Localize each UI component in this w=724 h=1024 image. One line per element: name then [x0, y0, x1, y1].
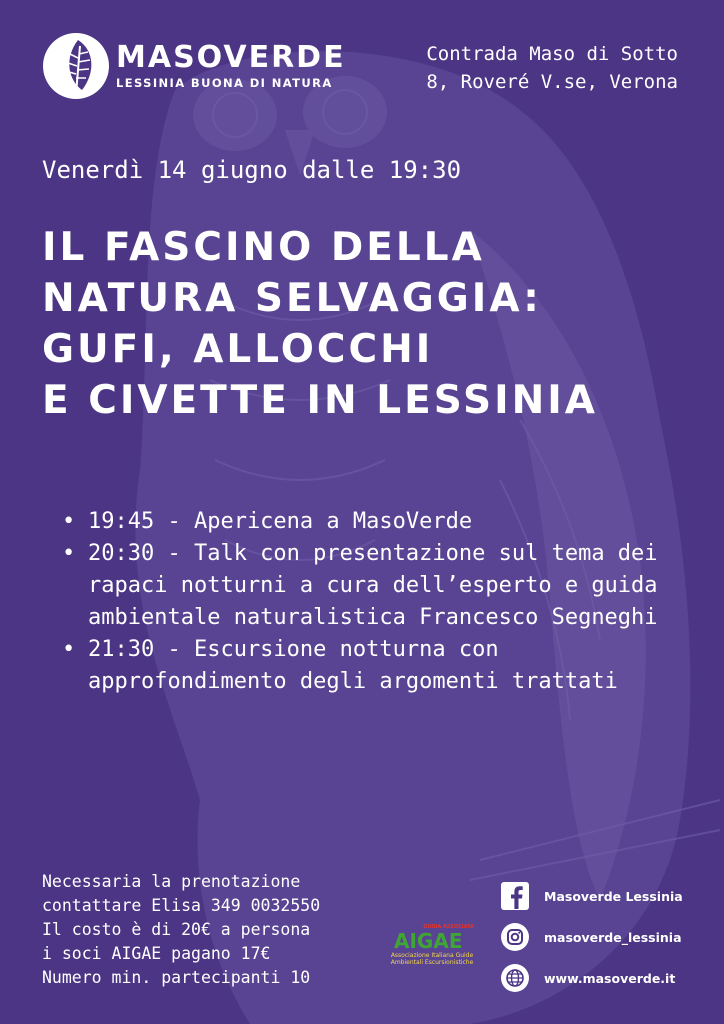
event-date: Venerdì 14 giugno dalle 19:30	[42, 156, 462, 184]
globe-icon	[500, 963, 530, 993]
social-links	[500, 876, 683, 999]
facebook-label: Masoverde Lessinia	[544, 888, 683, 904]
booking-info	[42, 870, 320, 990]
address-line-2: 8, Roveré V.se, Verona	[426, 71, 678, 93]
aigae-subtitle-1: Associazione Italiana Guide	[390, 952, 474, 959]
title-line-1: IL FASCINO DELLA	[42, 225, 485, 270]
title-line-4: E CIVETTE IN LESSINIA	[42, 378, 598, 423]
brand-logo	[42, 32, 346, 100]
brand-text	[116, 42, 346, 90]
aigae-logo	[386, 924, 478, 988]
facebook-icon	[500, 881, 530, 911]
info-line: contattare Elisa 349 0032550	[42, 896, 321, 915]
info-line: Numero min. partecipanti 10	[42, 968, 311, 987]
instagram-icon	[500, 922, 530, 952]
event-title	[42, 222, 598, 426]
social-facebook[interactable]	[500, 876, 683, 916]
social-website[interactable]	[500, 958, 683, 998]
leaf-logo-icon	[42, 32, 110, 100]
address-line-1: Contrada Maso di Sotto	[426, 43, 678, 65]
info-line: Il costo è di 20€ a persona	[42, 920, 311, 939]
aigae-subtitle-2: Ambientali Escursionistiche	[390, 959, 474, 966]
aigae-top-label: GUIDA ASSOCIATA	[423, 924, 474, 930]
info-line: Necessaria la prenotazione	[42, 872, 301, 891]
title-line-3: GUFI, ALLOCCHI	[42, 327, 434, 372]
title-line-2: NATURA SELVAGGIA:	[42, 276, 542, 321]
program-item: • 19:45 - Apericena a MasoVerde	[62, 506, 682, 538]
brand-name: MASOVERDE	[116, 40, 346, 75]
social-instagram[interactable]	[500, 917, 683, 957]
instagram-label: masoverde_lessinia	[544, 929, 682, 945]
brand-tagline: LESSINIA BUONA DI NATURA	[116, 76, 333, 90]
program-item: • 21:30 - Escursione notturna con approfondimento degli argomenti trattati	[62, 634, 682, 698]
program-list	[62, 506, 682, 698]
address	[426, 40, 678, 96]
website-label: www.masoverde.it	[544, 970, 676, 986]
info-line: i soci AIGAE pagano 17€	[42, 944, 271, 963]
program-item: • 20:30 - Talk con presentazione sul tema dei rapaci notturni a cura dell’esperto e guida ambientale naturalistica Francesco Segneghi	[62, 538, 682, 634]
aigae-name: AIGAE	[394, 929, 463, 953]
